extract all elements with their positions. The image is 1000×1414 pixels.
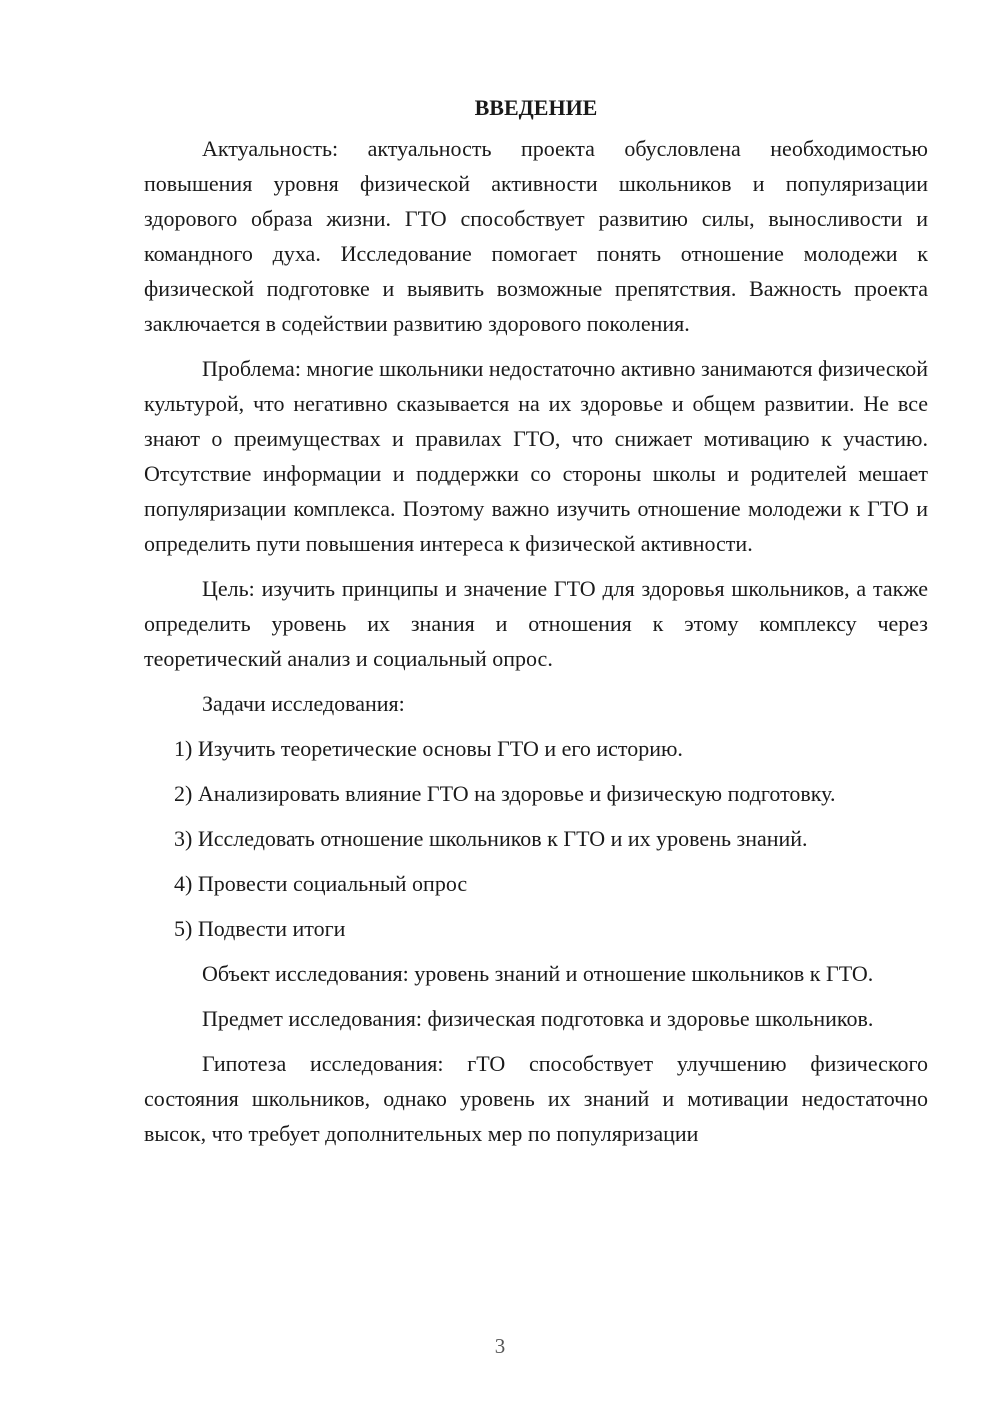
problem-paragraph: Проблема: многие школьники недостаточно активно занимаются физической культурой, что негативно сказывается на их здоровье и общем развитии. Не все знают о преимуществах и правилах ГТО, что снижает мотивацию к участию. Отсутствие информации и поддержки со стороны школы и родителей мешает популяризации комплекса. Поэтому важно изучить отношение молодежи к ГТО и определить пути повышения интереса к физической активности. [144, 356, 928, 556]
task-item-4: 4) Провести социальный опрос [174, 871, 468, 896]
document-title: ВВЕДЕНИЕ [474, 95, 598, 120]
task-item-5: 5) Подвести итоги [174, 916, 346, 941]
object-paragraph: Объект исследования: уровень знаний и отношение школьников к ГТО. [202, 961, 874, 986]
page-number: 3 [494, 1334, 506, 1358]
relevance-paragraph: Актуальность: актуальность проекта обусловлена необходимостью повышения уровня физической активности школьников и популяризации здорового образа жизни. ГТО способствует развитию силы, выносливости и командного духа. Исследование помогает понять отношение молодежи к физической подготовке и выявить возможные препятствия. Важность проекта заключается в содействии развитию здорового поколения. [144, 136, 928, 336]
document-page [144, 90, 928, 1161]
hypothesis-paragraph: Гипотеза исследования: гТО способствует улучшению физического состояния школьников, однако уровень их знаний и мотивации недостаточно высок, что требует дополнительных мер по популяризации [144, 1051, 928, 1146]
task-item-2: 2) Анализировать влияние ГТО на здоровье и физическую подготовку. [174, 781, 836, 806]
tasks-list [144, 731, 928, 946]
goal-paragraph: Цель: изучить принципы и значение ГТО для здоровья школьников, а также определить уровень их знания и отношения к этому комплексу через теоретический анализ и социальный опрос. [144, 576, 928, 671]
subject-paragraph: Предмет исследования: физическая подготовка и здоровье школьников. [202, 1006, 874, 1031]
task-item-3: 3) Исследовать отношение школьников к ГТО и их уровень знаний. [174, 826, 808, 851]
tasks-heading: Задачи исследования: [202, 691, 405, 716]
task-item-1: 1) Изучить теоретические основы ГТО и его историю. [174, 736, 683, 761]
